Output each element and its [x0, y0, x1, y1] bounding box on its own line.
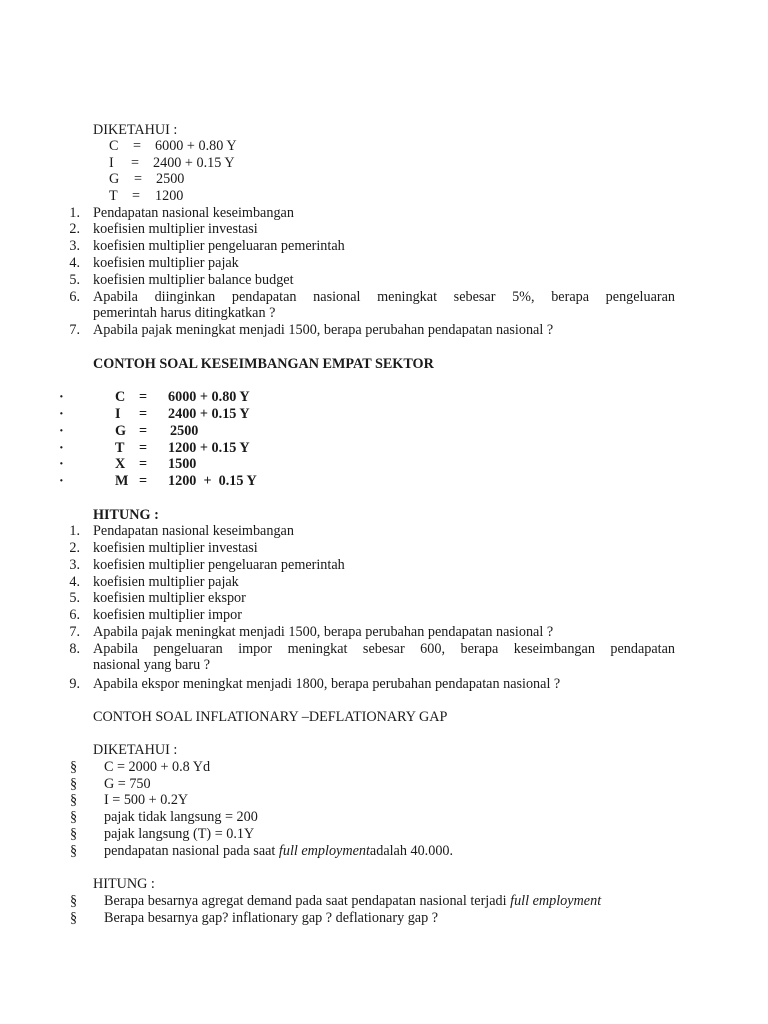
eq-sign: =	[131, 155, 140, 171]
eq-var: C	[109, 138, 119, 154]
item-number: 3.	[69, 557, 80, 573]
item-number: 4.	[69, 255, 80, 271]
eq-value: 2500	[170, 423, 199, 439]
item-text: Apabila diinginkan pendapatan nasional meningkat sebesar 5%, berapa pengeluaran	[93, 289, 675, 305]
eq-var: T	[115, 440, 125, 456]
eq-sign: =	[133, 138, 142, 154]
item-number: 6.	[69, 607, 80, 623]
item-number: 1.	[69, 205, 80, 221]
item-text: pajak langsung (T) = 0.1Y	[104, 826, 255, 842]
eq-value: 1200 + 0.15 Y	[168, 440, 250, 456]
italic-term: full employment	[510, 893, 602, 909]
item-text: koefisien multiplier investasi	[93, 540, 258, 556]
item-text: Berapa besarnya gap? inflationary gap ? deflationary gap ?	[104, 910, 439, 926]
item-text: Apabila pajak meningkat menjadi 1500, berapa perubahan pendapatan nasional ?	[93, 322, 554, 338]
eq-var: T	[109, 188, 118, 204]
eq-var: X	[115, 456, 126, 472]
item-number: 6.	[69, 289, 80, 305]
eq-value: 2400 + 0.15 Y	[168, 406, 250, 422]
eq-value: 1200	[155, 188, 184, 204]
item-text: koefisien multiplier balance budget	[93, 272, 294, 288]
eq-var: I	[109, 155, 114, 171]
item-text: Pendapatan nasional keseimbangan	[93, 205, 294, 221]
item-text: G = 750	[104, 776, 151, 792]
bullet-dot: ·	[59, 456, 64, 472]
bullet-dot: ·	[59, 440, 64, 456]
heading-hitung: HITUNG :	[93, 507, 159, 523]
section-sign: §	[70, 776, 78, 792]
item-number: 3.	[69, 238, 80, 254]
item-number: 1.	[69, 523, 80, 539]
item-text: nasional yang baru ?	[93, 657, 211, 673]
item-text: I = 500 + 0.2Y	[104, 792, 189, 808]
eq-sign: =	[139, 389, 148, 405]
eq-value: 1500	[168, 456, 197, 472]
section-sign: §	[70, 759, 78, 775]
section-sign: §	[70, 826, 78, 842]
heading-diketahui: DIKETAHUI :	[93, 122, 178, 138]
item-number: 4.	[69, 574, 80, 590]
eq-var: G	[115, 423, 127, 439]
bullet-dot: ·	[59, 406, 64, 422]
section-sign: §	[70, 893, 78, 909]
eq-sign: =	[132, 188, 141, 204]
section-sign: §	[70, 843, 78, 859]
text-run: adalah 40.000.	[369, 843, 454, 859]
item-text: Apabila pajak meningkat menjadi 1500, berapa perubahan pendapatan nasional ?	[93, 624, 554, 640]
eq-sign: =	[139, 473, 148, 489]
eq-value: 2500	[156, 171, 185, 187]
item-number: 9.	[69, 676, 80, 692]
item-text: koefisien multiplier impor	[93, 607, 242, 623]
item-text	[104, 893, 601, 910]
italic-term: full employment	[278, 843, 370, 859]
eq-var: M	[115, 473, 129, 489]
eq-sign: =	[134, 171, 143, 187]
eq-sign: =	[139, 406, 148, 422]
eq-sign: =	[139, 423, 148, 439]
item-number: 7.	[69, 322, 80, 338]
item-text: koefisien multiplier investasi	[93, 221, 258, 237]
section-sign: §	[70, 792, 78, 808]
item-text: koefisien multiplier pajak	[93, 574, 239, 590]
item-text: Pendapatan nasional keseimbangan	[93, 523, 294, 539]
eq-value: 6000 + 0.80 Y	[155, 138, 237, 154]
item-number: 7.	[69, 624, 80, 640]
eq-value: 6000 + 0.80 Y	[168, 389, 250, 405]
eq-value: 2400 + 0.15 Y	[153, 155, 235, 171]
item-text: koefisien multiplier pengeluaran pemerintah	[93, 238, 345, 254]
section-title: CONTOH SOAL INFLATIONARY –DEFLATIONARY GAP	[93, 709, 448, 725]
item-text: koefisien multiplier ekspor	[93, 590, 246, 606]
bullet-dot: ·	[59, 423, 64, 439]
item-text: C = 2000 + 0.8 Yd	[104, 759, 211, 775]
heading-diketahui: DIKETAHUI :	[93, 742, 178, 758]
eq-sign: =	[139, 440, 148, 456]
item-text: koefisien multiplier pajak	[93, 255, 239, 271]
item-text	[104, 843, 453, 860]
item-text: koefisien multiplier pengeluaran pemerintah	[93, 557, 345, 573]
eq-var: I	[115, 406, 121, 422]
text-run: Berapa besarnya agregat demand pada saat pendapatan nasional terjadi	[104, 893, 511, 909]
item-number: 5.	[69, 272, 80, 288]
item-text: pemerintah harus ditingkatkan ?	[93, 305, 276, 321]
item-number: 8.	[69, 641, 80, 657]
item-text: pajak tidak langsung = 200	[104, 809, 258, 825]
text-run: pendapatan nasional pada saat	[104, 843, 279, 859]
item-number: 2.	[69, 221, 80, 237]
heading-hitung: HITUNG :	[93, 876, 155, 892]
section-title: CONTOH SOAL KESEIMBANGAN EMPAT SEKTOR	[93, 356, 434, 372]
item-text: Apabila ekspor meningkat menjadi 1800, berapa perubahan pendapatan nasional ?	[93, 676, 561, 692]
eq-var: C	[115, 389, 126, 405]
bullet-dot: ·	[59, 389, 64, 405]
eq-value: 1200 + 0.15 Y	[168, 473, 257, 489]
item-text: Apabila pengeluaran impor meningkat sebesar 600, berapa keseimbangan pendapatan	[93, 641, 675, 657]
item-number: 2.	[69, 540, 80, 556]
item-number: 5.	[69, 590, 80, 606]
eq-var: G	[109, 171, 120, 187]
section-sign: §	[70, 809, 78, 825]
eq-sign: =	[139, 456, 148, 472]
bullet-dot: ·	[59, 473, 64, 489]
section-sign: §	[70, 910, 78, 926]
